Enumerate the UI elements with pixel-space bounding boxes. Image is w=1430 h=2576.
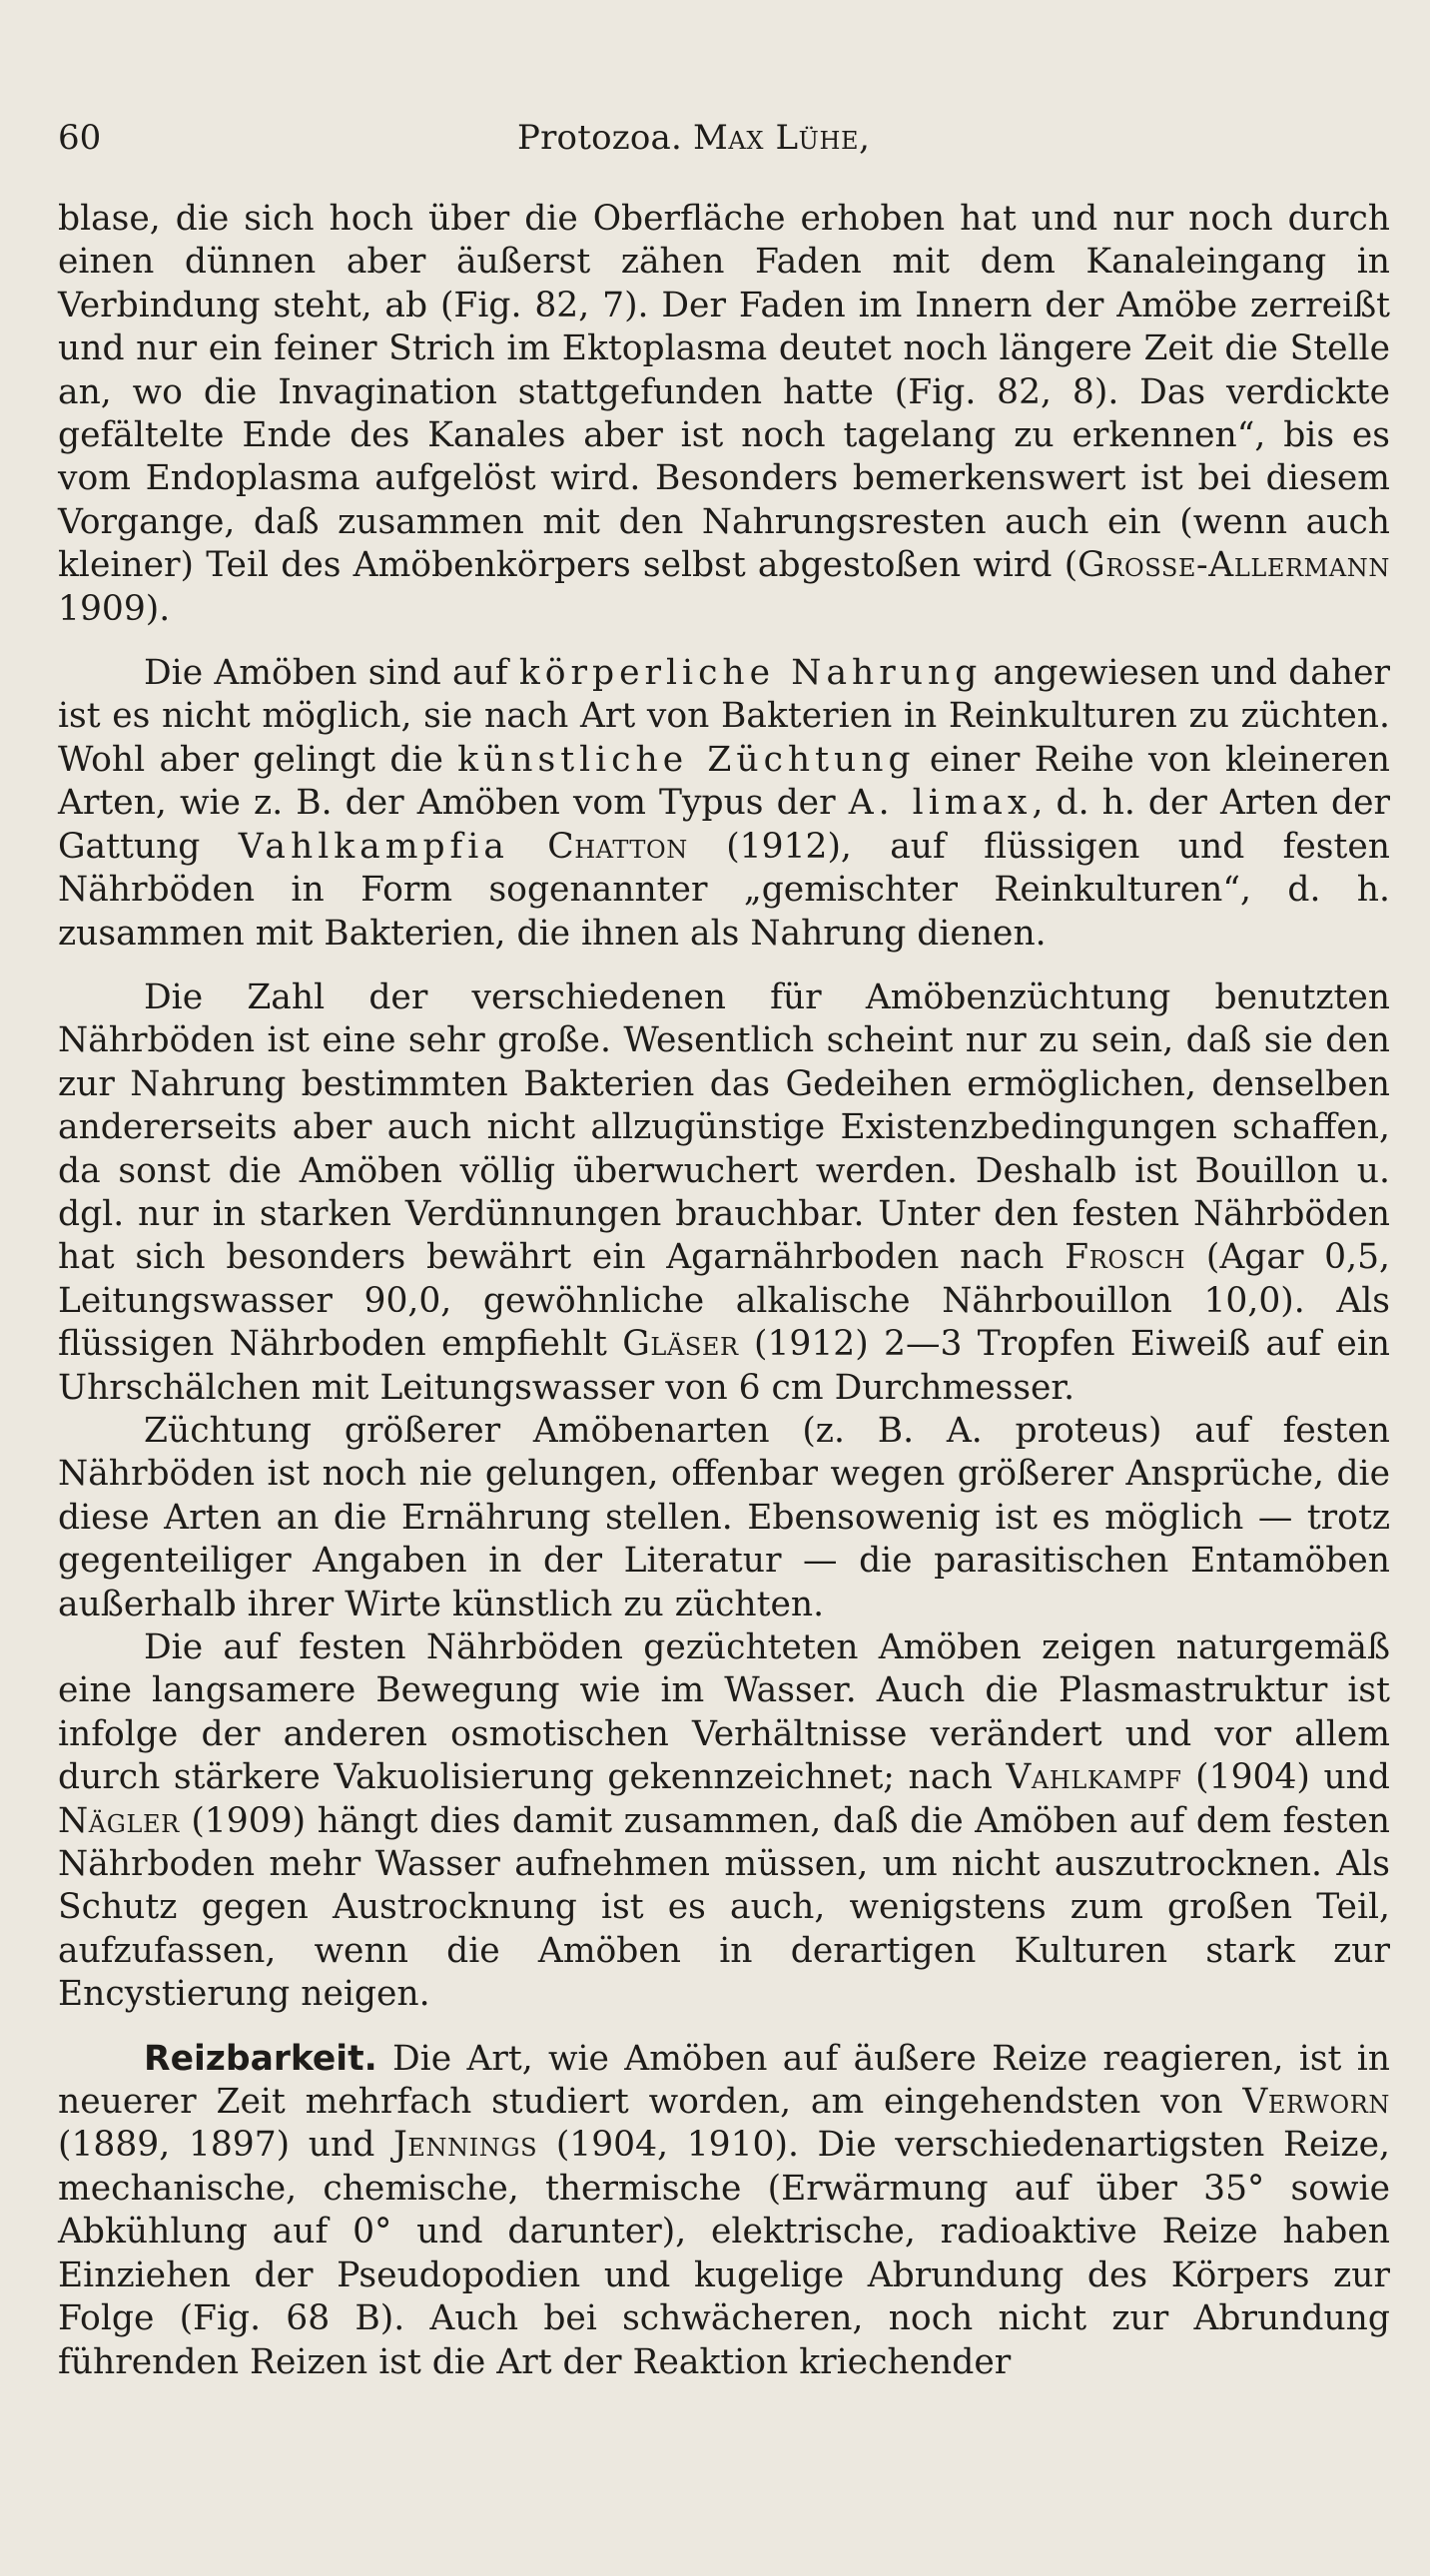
- paragraph-6-text-1: Die Art, wie Amöben auf äußere Reize reagieren, ist in neuerer Zeit mehrfach studiert worden, am eingehendsten von: [58, 2038, 1390, 2123]
- page-number: 60: [58, 118, 102, 158]
- body-text: [58, 198, 1390, 2384]
- paragraph-2-text-2: angewiesen und daher ist es nicht möglich, sie nach Art von Bakterien in Reinkulturen zu züchten. Wohl aber gelingt die: [58, 653, 1390, 780]
- author-citation: Gläser: [622, 1324, 739, 1365]
- author-citation: Nägler: [58, 1800, 180, 1841]
- running-header: [58, 108, 1390, 168]
- paragraph-2-text-5: [509, 827, 547, 867]
- paragraph-3: [58, 976, 1390, 1410]
- author-citation: Chatton: [547, 826, 688, 867]
- paragraph-1: [58, 198, 1390, 631]
- paragraph-3-text-1: Die Zahl der verschiedenen für Amöbenzüchtung benutzten Nährböden ist eine sehr große. Wesentlich scheint nur zu sein, daß sie den zur Nahrung bestimmten Bakterien das Gedeihen ermöglichen, denselben andererseits aber auch nicht allzugünstige Existenzbedingungen schaffen, da sonst die Amöben völlig überwuchert werden. Deshalb ist Bouillon u. dgl. nur in starken Verdünnungen brauchbar. Unter den festen Nährböden hat sich besonders bewährt ein Agarnährboden nach: [58, 976, 1390, 1278]
- section-heading-reizbarkeit: Reizbarkeit.: [144, 2038, 377, 2079]
- paragraph-5-text-1: Die auf festen Nährböden gezüchteten Amöben zeigen naturgemäß eine langsamere Bewegung wie im Wasser. Auch die Plasmastruktur ist infolge der anderen osmotischen Verhältnisse verändert und vor allem durch stärkere Vakuolisierung gekennzeichnet; nach: [58, 1627, 1390, 1798]
- paragraph-2-text-3: einer Reihe von kleineren Arten, wie z. B. der Amöben vom Typus der: [58, 739, 1390, 824]
- author-citation: Verworn: [1242, 2082, 1390, 2123]
- paragraph-3-text-3: (1912) 2—3 Tropfen Eiweiß auf ein Uhrschälchen mit Leitungswasser von 6 cm Durchmesser.: [58, 1324, 1391, 1408]
- running-title-comma: ,: [859, 118, 871, 158]
- paragraph-6: [58, 2038, 1390, 2384]
- species-name: A. limax: [848, 783, 1033, 824]
- paragraph-3-text-2: (Agar 0,5, Leitungswasser 90,0, gewöhnliche alkalische Nährbouillon 10,0). Als flüssigen Nährboden empfiehlt: [58, 1237, 1390, 1365]
- paragraph-2: [58, 652, 1390, 956]
- genus-name: Vahlkampfia: [238, 826, 509, 867]
- paragraph-5-text-2: (1904) und: [1181, 1757, 1390, 1798]
- author-citation: Vahlkampf: [1006, 1757, 1182, 1798]
- running-title-author: Max Lühe: [693, 118, 860, 158]
- emphasis-spaced: körperliche Nahrung: [518, 653, 983, 694]
- author-citation: Grosse-Allermann: [1077, 545, 1390, 586]
- running-title: [517, 108, 870, 168]
- author-citation: Frosch: [1065, 1237, 1186, 1278]
- paragraph-5: [58, 1626, 1390, 2017]
- paragraph-6-text-3: (1904, 1910). Die verschiedenartigsten Reize, mechanische, chemische, thermische (Erwärmung auf über 35° sowie Abkühlung auf 0° und darunter), elektrische, radioaktive Reize haben Einziehen der Pseudopodien und kugelige Abrundung des Körpers zur Folge (Fig. 68 B). Auch bei schwächeren, noch nicht zur Abrundung führenden Reizen ist die Art der Reaktion kriechender: [58, 2125, 1390, 2382]
- emphasis-spaced: künstliche Züchtung: [457, 739, 916, 780]
- paragraph-1-text-2: 1909).: [58, 588, 171, 629]
- author-citation: Jennings: [392, 2125, 538, 2166]
- paragraph-6-text-2: (1889, 1897) und: [58, 2125, 393, 2166]
- paragraph-4: [58, 1410, 1390, 1626]
- running-title-subject: Protozoa.: [517, 118, 682, 158]
- paragraph-1-text-1: blase, die sich hoch über die Oberfläche erhoben hat und nur noch durch einen dünnen aber äußerst zähen Faden mit dem Kanaleingang in Verbindung steht, ab (Fig. 82, 7). Der Faden im Innern der Amöbe zerreißt und nur ein feiner Strich im Ektoplasma deutet noch längere Zeit die Stelle an, wo die Invagination stattgefunden hatte (Fig. 82, 8). Das verdickte gefältelte Ende des Kanales aber ist noch tagelang zu erkennen“, bis es vom Endoplasma aufgelöst wird. Besonders bemerkenswert ist bei diesem Vorgange, daß zusammen mit den Nahrungsresten auch ein (wenn auch kleiner) Teil des Amöbenkörpers selbst abgestoßen wird (: [58, 199, 1390, 586]
- paragraph-4-text-1: Züchtung größerer Amöbenarten (z. B. A. proteus) auf festen Nährböden ist noch nie gelungen, offenbar wegen größerer Ansprüche, die diese Arten an die Ernährung stellen. Ebensowenig ist es möglich — trotz gegenteiliger Angaben in der Literatur — die parasitischen Entamöben außerhalb ihrer Wirte künstlich zu züchten.: [58, 1410, 1390, 1624]
- paragraph-2-text-1: Die Amöben sind auf: [144, 653, 519, 694]
- paragraph-2-text-6: (1912), auf flüssigen und festen Nährböden in Form sogenannter „gemischter Reinkulturen“, d. h. zusammen mit Bakterien, die ihnen als Nahrung dienen.: [58, 826, 1390, 954]
- paragraph-5-text-3: (1909) hängt dies damit zusammen, daß die Amöben auf dem festen Nährboden mehr Wasser aufnehmen müssen, um nicht auszutrocknen. Als Schutz gegen Austrocknung ist es auch, wenigstens zum großen Teil, aufzufassen, wenn die Amöben in derartigen Kulturen stark zur Encystierung neigen.: [58, 1800, 1390, 2015]
- paragraph-2-text-4: , d. h. der Arten der Gattung: [58, 783, 1390, 867]
